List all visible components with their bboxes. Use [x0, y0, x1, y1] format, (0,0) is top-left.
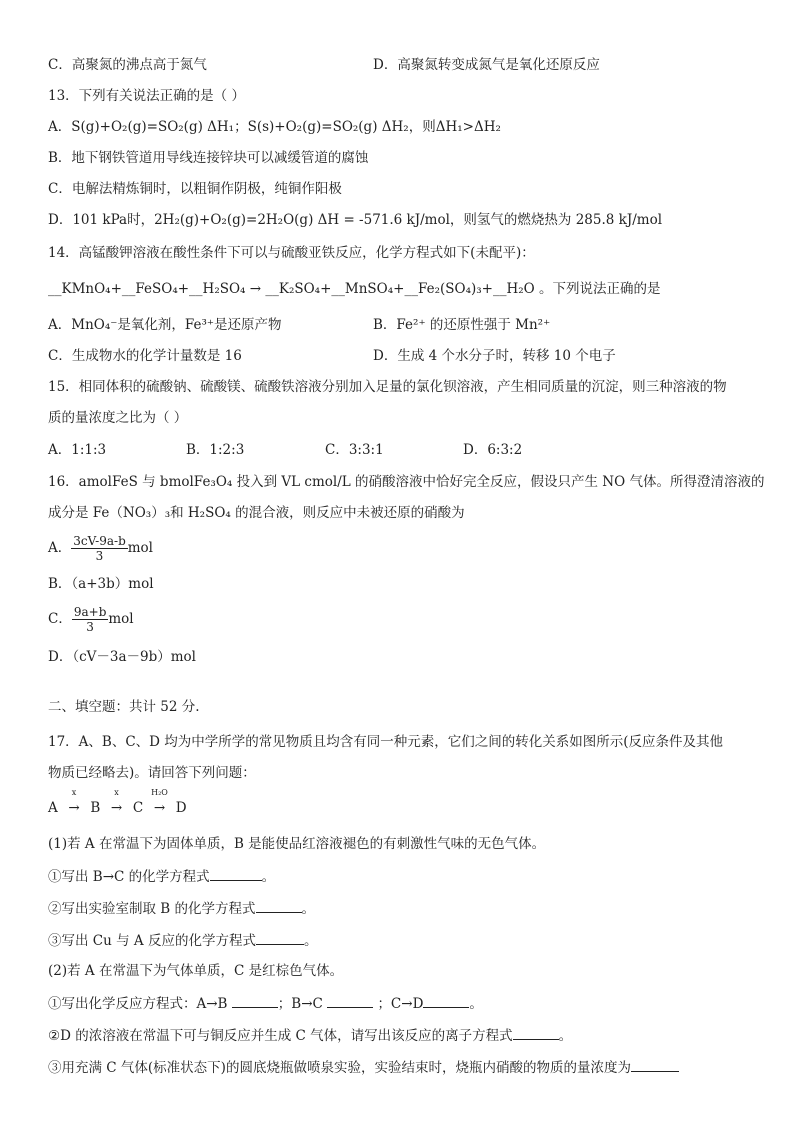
- substance-d: D: [175, 800, 187, 816]
- period: 。: [261, 869, 276, 885]
- q17-conversion-chain: [48, 788, 187, 818]
- q15-stem-2: 质的量浓度之比为（ ）: [48, 410, 188, 426]
- q17-stem-1: 17．A、B、C、D 均为中学所学的常见物质且均含有同一种元素，它们之间的转化关系如图所示(反应条件及其他: [48, 734, 724, 750]
- numerator: 9a+b: [73, 605, 107, 619]
- q13-option-d: D．101 kPa时，2H₂(g)+O₂(g)=2H₂O(g) ΔH = -571.6 kJ/mol，则氢气的燃烧热为 285.8 kJ/mol: [48, 212, 663, 228]
- q12-options-cd: [48, 55, 600, 75]
- answer-blank[interactable]: [631, 1057, 679, 1072]
- q14-options-ab: [48, 315, 551, 335]
- option-d: D．高聚氮转变成氮气是氧化还原反应: [373, 57, 600, 73]
- answer-blank-ab[interactable]: [232, 993, 278, 1008]
- answer-blank-bc[interactable]: [327, 993, 373, 1008]
- substance-c: C: [132, 800, 144, 816]
- substance-b: B: [90, 800, 101, 816]
- period: 。: [301, 901, 316, 917]
- q17-part1-q3: [48, 930, 317, 951]
- substance-a: A: [48, 800, 58, 816]
- period: 。: [303, 933, 318, 949]
- prompt-text: ；C→D: [377, 996, 424, 1012]
- q17-part1: (1)若 A 在常温下为固体单质，B 是能使品红溶液褪色的有刺激性气味的无色气体。: [48, 836, 546, 852]
- q16-option-d: D．（cV－3a－9b）mol: [48, 649, 196, 665]
- denominator: 3: [86, 620, 94, 634]
- right-arrow-icon: x →: [62, 798, 86, 818]
- q17-part2-q1: [48, 993, 483, 1014]
- q13-option-b: B．地下钢铁管道用导线连接锌块可以减缓管道的腐蚀: [48, 150, 369, 166]
- option-a: A．1:1:3: [48, 442, 107, 458]
- fraction: [71, 534, 128, 563]
- numerator: 3cV-9a-b: [73, 534, 126, 548]
- option-c-label: C．: [48, 611, 72, 627]
- q15-stem-1: 15．相同体积的硫酸钠、硫酸镁、硫酸铁溶液分别加入足量的氯化钡溶液，产生相同质量的沉淀，则三种溶液的物: [48, 379, 727, 395]
- right-arrow-icon: x →: [105, 798, 129, 818]
- answer-blank[interactable]: [513, 1025, 559, 1040]
- q17-part2-q3: [48, 1057, 679, 1078]
- q14-options-cd: [48, 346, 616, 366]
- q16-stem-1: 16．amolFeS 与 bmolFe₃O₄ 投入到 VL cmol/L 的硝酸溶液中恰好完全反应，假设只产生 NO 气体。所得澄清溶液的: [48, 474, 765, 490]
- q14-equation: __KMnO₄+__FeSO₄+__H₂SO₄ → __K₂SO₄+__MnSO₄+__Fe₂(SO₄)₃+__H₂O 。下列说法正确的是: [48, 281, 661, 297]
- option-c: C．生成物水的化学计量数是 16: [48, 348, 242, 364]
- option-b: B．Fe²⁺ 的还原性强于 Mn²⁺: [373, 317, 551, 333]
- prompt-text: ③写出 Cu 与 A 反应的化学方程式: [48, 933, 256, 949]
- prompt-text: ①写出化学反应方程式：A→B: [48, 996, 228, 1012]
- q17-part1-q2: [48, 898, 315, 919]
- q14-stem: 14．高锰酸钾溶液在酸性条件下可以与硫酸亚铁反应，化学方程式如下(未配平)：: [48, 245, 535, 261]
- q13-option-c: C．电解法精炼铜时，以粗铜作阴极，纯铜作阳极: [48, 181, 342, 197]
- period: 。: [469, 996, 483, 1012]
- period: 。: [558, 1028, 573, 1044]
- arrow-label: x: [71, 788, 77, 797]
- q17-part2-q2: [48, 1025, 572, 1046]
- answer-blank[interactable]: [256, 898, 302, 913]
- arrow-label: H₂O: [151, 788, 168, 797]
- prompt-text: ；B→C: [277, 996, 323, 1012]
- q17-part2: (2)若 A 在常温下为气体单质，C 是红棕色气体。: [48, 963, 344, 979]
- option-d: D．6:3:2: [463, 442, 523, 458]
- unit: mol: [108, 611, 134, 627]
- unit: mol: [127, 540, 153, 556]
- answer-blank[interactable]: [256, 930, 304, 945]
- q16-stem-2: 成分是 Fe（NO₃）₃和 H₂SO₄ 的混合液，则反应中未被还原的硝酸为: [48, 505, 465, 521]
- prompt-text: ①写出 B→C 的化学方程式: [48, 869, 210, 885]
- answer-blank-cd[interactable]: [423, 993, 469, 1008]
- arrow-label: x: [114, 788, 119, 797]
- q16-option-b: B．（a+3b）mol: [48, 576, 154, 592]
- option-c: C．3:3:1: [325, 442, 384, 458]
- q13-option-a: A．S(g)+O₂(g)=SO₂(g) ΔH₁；S(s)+O₂(g)=SO₂(g) ΔH₂，则ΔH₁>ΔH₂: [48, 119, 501, 135]
- section-heading: 二、填空题：共计 52 分.: [48, 699, 200, 715]
- option-a: A．MnO₄⁻是氧化剂，Fe³⁺是还原产物: [48, 317, 282, 333]
- q13-stem: 13．下列有关说法正确的是（ ）: [48, 88, 245, 104]
- prompt-text: ③用充满 C 气体(标准状态下)的圆底烧瓶做喷泉实验，实验结束时，烧瓶内硝酸的物质的量浓度为: [48, 1060, 631, 1076]
- option-a-label: A．: [48, 540, 72, 556]
- q17-stem-2: 物质已经略去)。请回答下列问题：: [48, 765, 256, 781]
- option-b: B．1:2:3: [186, 442, 245, 458]
- q17-part1-q1: [48, 866, 275, 887]
- answer-blank[interactable]: [210, 866, 262, 881]
- denominator: 3: [95, 549, 104, 563]
- prompt-text: ②写出实验室制取 B 的化学方程式: [48, 901, 256, 917]
- right-arrow-icon: H₂O →: [148, 798, 172, 818]
- q16-option-a: [48, 532, 153, 564]
- prompt-text: ②D 的浓溶液在常温下可与铜反应并生成 C 气体，请写出该反应的离子方程式: [48, 1028, 513, 1044]
- option-c: C．高聚氮的沸点高于氮气: [48, 57, 207, 73]
- q16-option-c: [48, 603, 134, 635]
- option-d: D．生成 4 个水分子时，转移 10 个电子: [373, 348, 616, 364]
- fraction: [72, 605, 109, 634]
